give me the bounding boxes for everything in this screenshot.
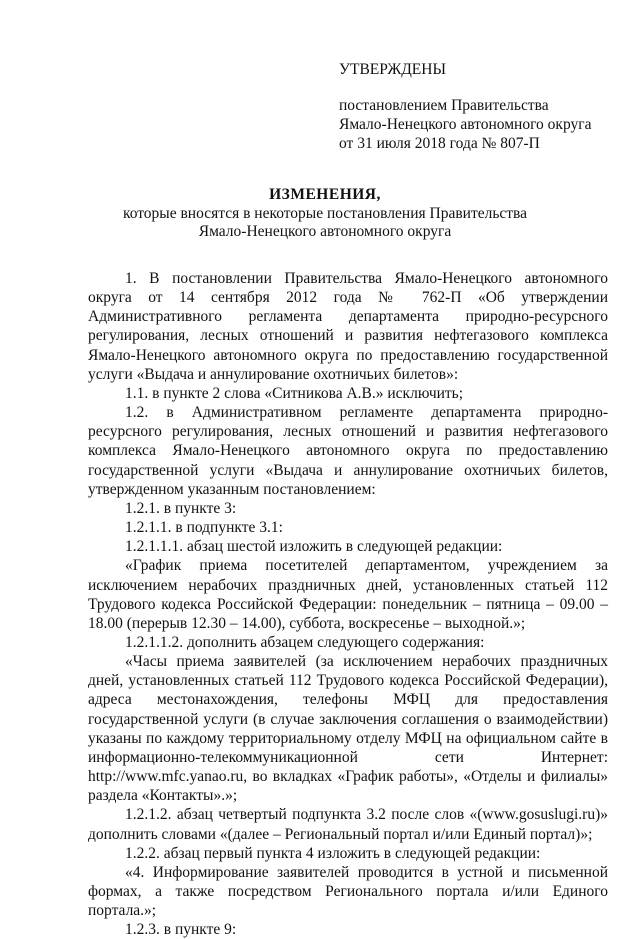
paragraph: «Часы приема заявителей (за исключением нерабочих праздничных дней, установленных статьей 112 Трудового кодекса Российской Федерации), адреса местонахождения, телефоны МФЦ для предоставления государственной услуги (в случае заключения соглашения о взаимодействии) указаны по каждому территориальному отделу МФЦ на официальном сайте в информационно-телекоммуникационной сети Интернет: http://www.mfc.yanao.ru, во вкладках «График работы», «Отделы и филиалы» раздела «Контакты».»; [88, 653, 608, 805]
paragraph: 1.2. в Административном регламенте департамента природно-ресурсного регулирования, лесных отношений и развития нефтегазового комплекса Ямало-Ненецкого автономного округа по предоставлению государственной услуги «Выдача и аннулирование охотничьих билетов, утвержденном указанным постановлением: [88, 404, 608, 498]
approval-heading: УТВЕРЖДЕНЫ [339, 61, 446, 78]
document-subtitle: которые вносятся в некоторые постановления Правительства [122, 205, 528, 222]
paragraph: 1.2.1.2. абзац четвертый подпункта 3.2 после слов «(www.gosuslugi.ru)» дополнить словами «(далее – Региональный портал и/или Единый портал)»; [88, 806, 608, 843]
paragraph: «4. Информирование заявителей проводится в устной и письменной формах, а также посредством Регионального портала и/или Единого портала.»; [88, 863, 608, 920]
approval-line: Ямало-Ненецкого автономного округа [339, 116, 592, 133]
document-subtitle: Ямало-Ненецкого автономного округа [198, 223, 452, 240]
paragraph: 1.2.3. в пункте 9: [125, 921, 237, 939]
document-body [88, 269, 608, 939]
approval-line: от 31 июля 2018 года № 807-П [339, 135, 540, 152]
paragraph: 1.2.1.1.2. дополнить абзацем следующего содержания: [125, 633, 485, 651]
approval-block [339, 60, 609, 153]
document-title: ИЗМЕНЕНИЯ, [269, 186, 381, 203]
paragraph: 1.2.1. в пункте 3: [125, 499, 237, 517]
paragraph: 1.2.1.1. в подпункте 3.1: [125, 519, 283, 537]
paragraph: 1. В постановлении Правительства Ямало-Ненецкого автономного округа от 14 сентября 2012 года № 762-П «Об утверждении Административного регламента департамента природно-ресурсного регулирования, лесных отношений и развития нефтегазового комплекса Ямало-Ненецкого автономного округа по предоставлению государственной услуги «Выдача и аннулирование охотничьих билетов»: [88, 270, 608, 383]
paragraph: 1.2.1.1.1. абзац шестой изложить в следующей редакции: [125, 538, 503, 556]
document-title-block [60, 186, 590, 241]
paragraph: «График приема посетителей департаментом, учреждением за исключением нерабочих праздничных дней, установленных статьей 112 Трудового кодекса Российской Федерации: понедельник – пятница – 09.00 – 18.00 (перерыв 12.30 – 14.00), суббота, воскресенье – выходной.»; [88, 557, 608, 632]
approval-line: постановлением Правительства [339, 97, 549, 114]
paragraph: 1.1. в пункте 2 слова «Ситникова А.В.» исключить; [125, 384, 464, 402]
paragraph: 1.2.2. абзац первый пункта 4 изложить в следующей редакции: [125, 844, 541, 862]
